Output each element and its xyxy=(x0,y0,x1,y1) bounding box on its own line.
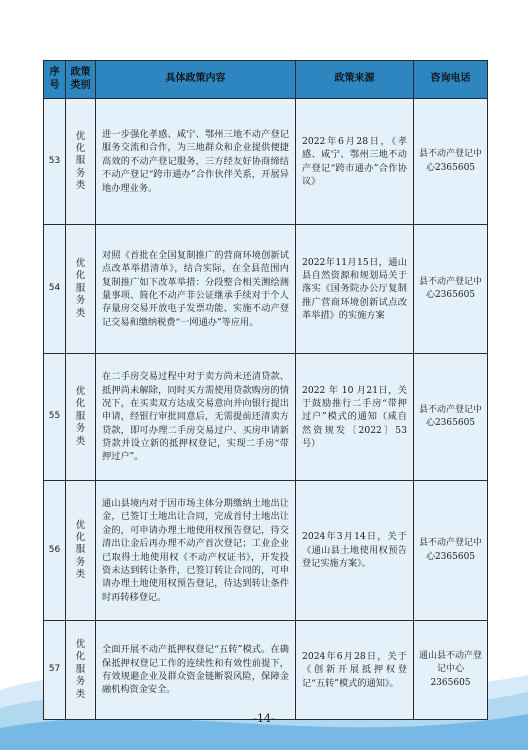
row-number: 53 xyxy=(44,99,66,225)
table-row xyxy=(44,354,488,481)
row-category xyxy=(66,481,96,621)
row-number: 54 xyxy=(44,225,66,354)
row-number: 57 xyxy=(44,621,66,720)
row-source: 2022年11月15日，通山县自然资源和规划局关于落实《国务院办公厅复制推广营商环境创新试点改革举措》的实施方案 xyxy=(296,225,414,354)
row-content: 进一步强化孝感、咸宁、鄂州三地不动产登记服务交流和合作，为三地群众和企业提供便捷高效的不动产登记服务，三方经友好协商缔结不动产登记“跨市通办”合作伙伴关系，开展异地办理业务。 xyxy=(96,99,296,225)
category-text: 优化服务类 xyxy=(75,258,86,319)
row-content: 全面开展不动产抵押权登记“五转”模式。在确保抵押权登记工作的连续性和有效性前提下，有效规避企业及群众资金链断裂风险，保障金融机构资金安全。 xyxy=(96,621,296,720)
table-row xyxy=(44,99,488,225)
row-contact: 通山县不动产登记中心2365605 xyxy=(414,621,488,720)
row-contact: 县不动产登记中心2365605 xyxy=(414,354,488,481)
header-no: 序号 xyxy=(44,61,66,99)
category-text: 优化服务类 xyxy=(75,519,86,581)
row-category xyxy=(66,225,96,354)
row-number: 55 xyxy=(44,354,66,481)
category-text: 优化服务类 xyxy=(75,639,86,700)
row-source: 2022年6月28日，《孝感、咸宁、鄂州三地不动产登记“跨市通办”合作协议》 xyxy=(296,99,414,225)
row-source: 2024年6月28日，关于《创新开展抵押权登记“五转”模式的通知》。 xyxy=(296,621,414,720)
category-text: 优化服务类 xyxy=(75,386,86,447)
row-content: 在二手房交易过程中对于卖方尚未还清贷款、抵押尚未解除，同时买方需使用贷款购房的情况下，在买卖双方达成交易意向并向银行提出申请，经银行审批同意后，无需提前还清卖方贷款，即可办理二手房交易过户、买房申请新贷款并设立新的抵押权登记，实现二手房“带押过户”。 xyxy=(96,354,296,481)
row-contact: 县不动产登记中心2365605 xyxy=(414,481,488,621)
row-number: 56 xyxy=(44,481,66,621)
table-row xyxy=(44,621,488,720)
row-content: 通山县境内对于因市场主体分期缴纳土地出让金，已签订土地出让合同，完成首付土地出让金的，可申请办理土地使用权预告登记，待交清出让金后再办理不动产首次登记；工业企业已取得土地使用权《不动产权证书》，开发投资未达到转让条件，已签订转让合同的，可申请办理土地使用权预告登记，待达到转让条件时再转移登记。 xyxy=(96,481,296,621)
row-category xyxy=(66,621,96,720)
row-contact: 县不动产登记中心2365605 xyxy=(414,99,488,225)
header-content: 具体政策内容 xyxy=(96,61,296,99)
header-contact: 咨询电话 xyxy=(414,61,488,99)
policy-table xyxy=(43,60,488,720)
header-source: 政策来源 xyxy=(296,61,414,99)
page-number: -14- xyxy=(253,712,275,725)
row-source: 2024年3月14日，关于《通山县土地使用权预告登记实施方案》。 xyxy=(296,481,414,621)
table-row xyxy=(44,481,488,621)
header-category: 政策类别 xyxy=(66,61,96,99)
category-text: 优化服务类 xyxy=(75,130,86,192)
row-category xyxy=(66,354,96,481)
row-category xyxy=(66,99,96,225)
table-header-row xyxy=(44,61,488,99)
row-contact: 县不动产登记中心2365605 xyxy=(414,225,488,354)
table-row xyxy=(44,225,488,354)
row-source: 2022 年 10 月21日，关于鼓励推行二手房“带押过户”模式的通知（咸自然资规发〔2022〕53 号） xyxy=(296,354,414,481)
row-content: 对照《首批在全国复制推广的营商环境创新试点改革举措清单》，结合实际，在全县范围内复制推广如下改革举措：分段整合相关测绘测量事项、简化不动产非公证继承手续对于个人存量房交易开放电子发票功能、实施不动产登记交易和缴纳税费“一网通办”等应用。 xyxy=(96,225,296,354)
